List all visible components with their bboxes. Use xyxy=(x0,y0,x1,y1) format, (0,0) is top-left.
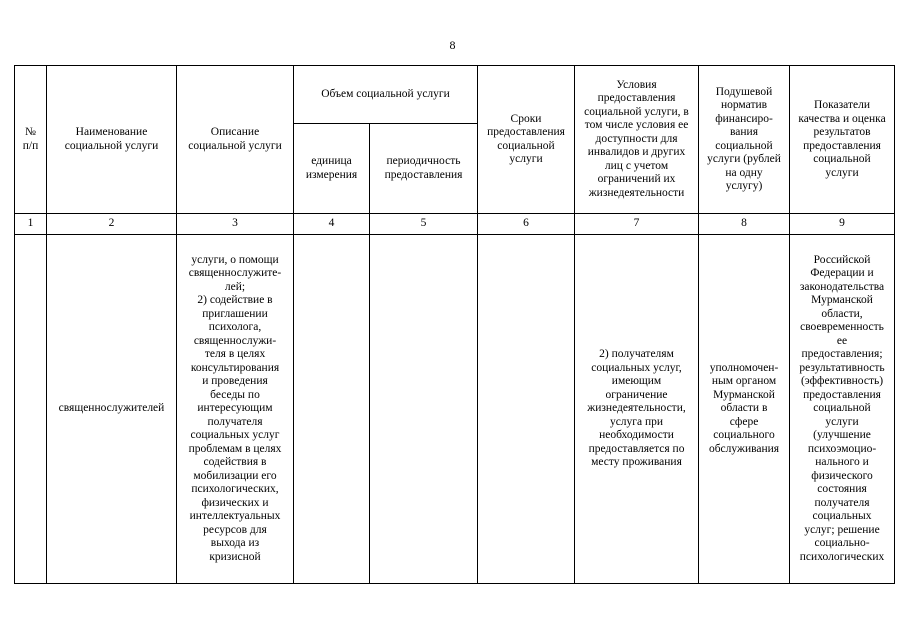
column-number: 5 xyxy=(370,214,478,235)
column-number: 4 xyxy=(294,214,370,235)
header-service-description: Описание социальной услуги xyxy=(177,66,294,214)
header-frequency: периодичность предоставления xyxy=(370,124,478,214)
column-number: 2 xyxy=(47,214,177,235)
header-conditions: Условия предоставления социальной услуги, в том числе условия ее доступности для инвалидов и других лиц с учетом ограничений их жизнедеятельности xyxy=(575,66,699,214)
terms-cell xyxy=(478,235,575,584)
column-number: 7 xyxy=(575,214,699,235)
column-number: 6 xyxy=(478,214,575,235)
header-per-capita-norm: Подушевой норматив финансиро- вания социальной услуги (рублей на одну услугу) xyxy=(699,66,790,214)
unit-cell xyxy=(294,235,370,584)
page-number: 8 xyxy=(449,38,456,52)
header-number: № п/п xyxy=(15,66,47,214)
header-terms: Сроки предоставления социальной услуги xyxy=(478,66,575,214)
column-number: 3 xyxy=(177,214,294,235)
row-number-cell xyxy=(15,235,47,584)
header-quality-indicators: Показатели качества и оценка результатов предоставления социальной услуги xyxy=(790,66,895,214)
services-table xyxy=(14,65,895,584)
frequency-cell xyxy=(370,235,478,584)
per-capita-norm-cell: уполномочен- ным органом Мурманской области в сфере социального обслуживания xyxy=(699,235,790,584)
table-row xyxy=(15,235,895,584)
column-number: 9 xyxy=(790,214,895,235)
service-name-cell: священнослужителей xyxy=(47,235,177,584)
column-numbers-row xyxy=(15,214,895,235)
header-unit: единица измерения xyxy=(294,124,370,214)
header-service-volume: Объем социальной услуги xyxy=(294,66,478,124)
conditions-cell: 2) получателям социальных услуг, имеющим ограничение жизнедеятельности, услуга при необходимости предоставляется по месту проживания xyxy=(575,235,699,584)
quality-indicators-cell: Российской Федерации и законодательства Мурманской области, своевременность ее предоставления; результативность (эффективность) предоставления социальной услуги (улучшение психоэмоцио- нального и физического состояния получателя социальных услуг; решение социально- психологических xyxy=(790,235,895,584)
service-description-cell: услуги, о помощи священнослужите- лей; 2) содействие в приглашении психолога, священнослужи- теля в целях консультирования и проведения беседы по интересующим получателя социальных услуг проблемам в целях содействия в мобилизации его психологических, физических и интеллектуальных ресурсов для выхода из кризисной xyxy=(177,235,294,584)
header-service-name: Наименование социальной услуги xyxy=(47,66,177,214)
column-number: 8 xyxy=(699,214,790,235)
column-number: 1 xyxy=(15,214,47,235)
